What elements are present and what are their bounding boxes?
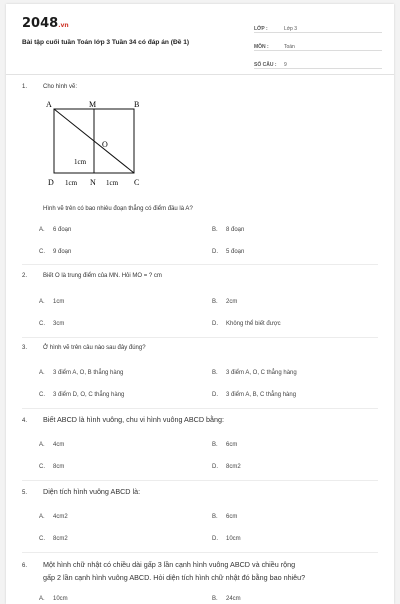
header-divider — [6, 74, 394, 75]
option-a[interactable] — [39, 299, 64, 305]
option-letter: B. — [212, 596, 218, 602]
option-text: 6 đoạn — [53, 227, 72, 233]
option-d[interactable] — [212, 536, 241, 542]
option-letter: D. — [212, 536, 218, 542]
option-text: 5 đoạn — [226, 249, 245, 255]
meta-key: LỚP : — [254, 26, 268, 32]
question-number: 4. — [22, 418, 28, 424]
question-text: Cho hình vẽ: — [43, 84, 78, 90]
geometry-figure — [46, 101, 156, 193]
question-divider — [22, 408, 378, 409]
meta-row-count — [254, 54, 382, 69]
question-text: Biết O là trung điểm của MN. Hỏi MO = ? cm — [43, 273, 162, 279]
option-letter: D. — [212, 249, 218, 255]
label-d: D — [48, 178, 54, 187]
option-letter: A. — [39, 227, 45, 233]
option-text: 1cm — [53, 299, 65, 305]
option-a[interactable] — [39, 227, 71, 233]
option-letter: D. — [212, 464, 218, 470]
option-text: 4cm — [53, 442, 65, 448]
logo-suffix: .vn — [58, 22, 69, 29]
meta-info — [254, 18, 382, 72]
option-text: 24cm — [226, 596, 241, 602]
option-letter: A. — [39, 514, 45, 520]
option-b[interactable] — [212, 370, 297, 376]
option-letter: C. — [39, 536, 45, 542]
option-d[interactable] — [212, 464, 241, 470]
question-text: Biết ABCD là hình vuông, chu vi hình vuông ABCD bằng: — [43, 415, 224, 424]
option-text: 4cm2 — [53, 514, 68, 520]
option-text: 3 điểm A, O, C thẳng hàng — [226, 370, 297, 376]
option-letter: C. — [39, 464, 45, 470]
label-b: B — [134, 101, 140, 109]
option-text: 8cm — [53, 464, 65, 470]
label-m: M — [89, 101, 97, 109]
measure-bottom-1: 1cm — [65, 179, 78, 187]
option-text: 6cm — [226, 442, 238, 448]
option-d[interactable] — [212, 392, 296, 398]
option-d[interactable] — [212, 249, 244, 255]
option-a[interactable] — [39, 514, 68, 520]
question-number: 3. — [22, 345, 28, 351]
label-c: C — [134, 178, 140, 187]
option-letter: B. — [212, 227, 218, 233]
option-text: 3 điểm A, O, B thẳng hàng — [53, 370, 124, 376]
question-subtext: Hình vẽ trên có bao nhiêu đoạn thẳng có điểm đầu là A? — [43, 206, 193, 212]
label-n: N — [90, 178, 96, 187]
option-a[interactable] — [39, 596, 68, 602]
meta-value: Lớp 3 — [284, 26, 298, 32]
option-letter: B. — [212, 514, 218, 520]
option-c[interactable] — [39, 249, 71, 255]
option-a[interactable] — [39, 370, 123, 376]
option-b[interactable] — [212, 227, 244, 233]
option-b[interactable] — [212, 299, 237, 305]
question-text-line-1: Một hình chữ nhật có chiều dài gấp 3 lần cạnh hình vuông ABCD và chiều rộng — [43, 560, 296, 569]
option-letter: D. — [212, 392, 218, 398]
logo-text: 2048 — [22, 16, 59, 31]
option-text: 3 điểm A, B, C thẳng hàng — [226, 392, 297, 398]
option-letter: C. — [39, 321, 45, 327]
option-letter: B. — [212, 442, 218, 448]
option-b[interactable] — [212, 514, 237, 520]
question-number: 2. — [22, 273, 28, 279]
measure-left: 1cm — [74, 158, 87, 166]
label-a: A — [46, 101, 52, 109]
option-d[interactable] — [212, 321, 281, 327]
option-letter: A. — [39, 442, 45, 448]
site-logo[interactable] — [22, 16, 69, 31]
meta-row-class — [254, 18, 382, 33]
meta-value: 9 — [284, 62, 287, 68]
option-text: 3cm — [53, 321, 65, 327]
option-c[interactable] — [39, 392, 124, 398]
option-letter: A. — [39, 299, 45, 305]
option-c[interactable] — [39, 321, 64, 327]
question-number: 6. — [22, 563, 28, 569]
option-text: 2cm — [226, 299, 238, 305]
option-letter: A. — [39, 596, 45, 602]
option-letter: D. — [212, 321, 218, 327]
option-text: 10cm — [53, 596, 68, 602]
option-text: 10cm — [226, 536, 241, 542]
document-title: Bài tập cuối tuần Toán lớp 3 Tuần 34 có đáp án (Đề 1) — [22, 39, 190, 46]
question-number: 5. — [22, 490, 28, 496]
option-letter: C. — [39, 249, 45, 255]
option-text: 8 đoạn — [226, 227, 245, 233]
meta-key: MÔN : — [254, 44, 269, 50]
question-divider — [22, 552, 378, 553]
meta-row-subject — [254, 36, 382, 51]
option-text: Không thể biết được — [226, 321, 281, 327]
meta-key: SỐ CÂU : — [254, 62, 277, 68]
question-text-line-2: gấp 2 lần cạnh hình vuông ABCD. Hỏi diện tích hình chữ nhật đó bằng bao nhiêu? — [43, 573, 306, 582]
document-page — [6, 4, 394, 604]
option-b[interactable] — [212, 596, 241, 602]
option-text: 8cm2 — [53, 536, 68, 542]
option-c[interactable] — [39, 464, 64, 470]
option-letter: C. — [39, 392, 45, 398]
option-letter: B. — [212, 299, 218, 305]
option-text: 9 đoạn — [53, 249, 72, 255]
option-b[interactable] — [212, 442, 237, 448]
label-o: O — [102, 140, 108, 149]
question-divider — [22, 480, 378, 481]
question-divider — [22, 337, 378, 338]
meta-value: Toán — [284, 44, 295, 50]
question-divider — [22, 264, 378, 265]
question-number: 1. — [22, 84, 28, 90]
option-letter: A. — [39, 370, 45, 376]
option-text: 6cm — [226, 514, 238, 520]
option-a[interactable] — [39, 442, 64, 448]
option-letter: B. — [212, 370, 218, 376]
measure-bottom-2: 1cm — [106, 179, 119, 187]
document-header — [6, 4, 394, 74]
question-text: Diện tích hình vuông ABCD là: — [43, 487, 141, 496]
option-text: 3 điểm D, O, C thẳng hàng — [53, 392, 125, 398]
option-c[interactable] — [39, 536, 68, 542]
option-text: 8cm2 — [226, 464, 241, 470]
question-text: Ở hình vẽ trên câu nào sau đây đúng? — [43, 345, 146, 351]
